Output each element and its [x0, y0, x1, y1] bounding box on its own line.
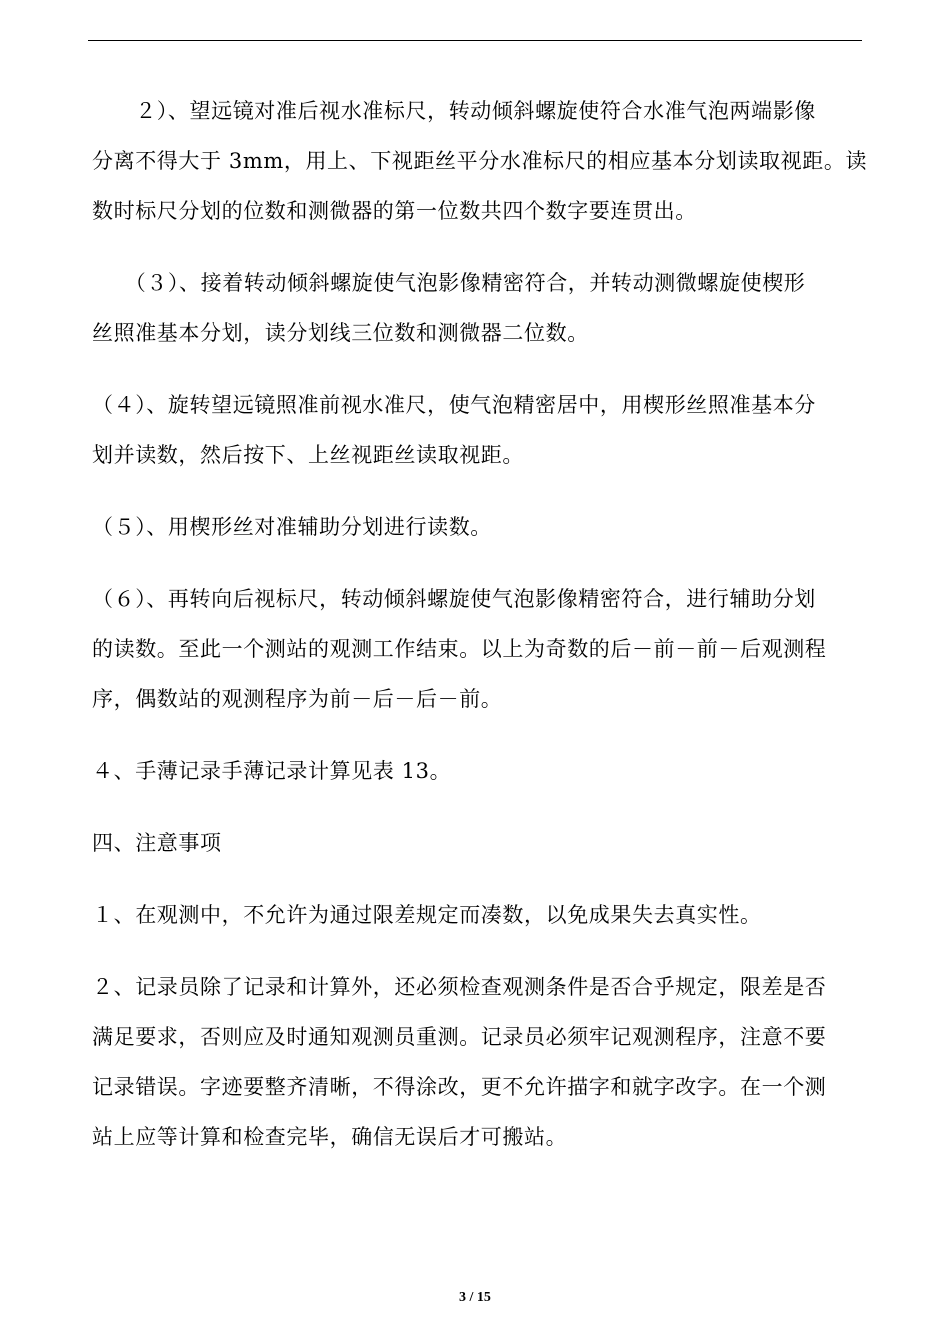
paragraph-step-6	[92, 574, 860, 724]
paragraph-line: ４、手薄记录手薄记录计算见表 13。	[92, 759, 452, 783]
paragraph-line: 分离不得大于 3mm，用上、下视距丝平分水准标尺的相应基本分划读取视距。读	[92, 149, 868, 173]
paragraph-line: ２）、望远镜对准后视水准标尺，转动倾斜螺旋使符合水准气泡两端影像	[92, 99, 816, 123]
paragraph-line: ２、记录员除了记录和计算外，还必须检查观测条件是否合乎规定，限差是否	[92, 975, 827, 999]
paragraph-line: 划并读数，然后按下、上丝视距丝读取视距。	[92, 443, 524, 467]
page-number: 3 / 15	[459, 1290, 491, 1305]
paragraph-step-4	[92, 380, 860, 480]
section-heading-text: 四、注意事项	[92, 831, 222, 855]
paragraph-line: （３）、接着转动倾斜螺旋使气泡影像精密符合，并转动测微螺旋使楔形	[92, 271, 806, 295]
paragraph-step-5	[92, 502, 860, 552]
paragraph-step-3	[92, 258, 860, 358]
paragraph-line: 站上应等计算和检查完毕，确信无误后才可搬站。	[92, 1125, 568, 1149]
paragraph-line: 记录错误。字迹要整齐清晰，不得涂改，更不允许描字和就字改字。在一个测	[92, 1075, 827, 1099]
paragraph-line: 的读数。至此一个测站的观测工作结束。以上为奇数的后－前－前－后观测程	[92, 637, 827, 661]
paragraph-line: 丝照准基本分划，读分划线三位数和测微器二位数。	[92, 321, 589, 345]
paragraph-item-4	[92, 746, 860, 796]
paragraph-note-2	[92, 962, 860, 1162]
paragraph-line: 数时标尺分划的位数和测微器的第一位数共四个数字要连贯出。	[92, 199, 697, 223]
paragraph-line: （５）、用楔形丝对准辅助分划进行读数。	[92, 515, 492, 539]
paragraph-line: １、在观测中，不允许为通过限差规定而凑数，以免成果失去真实性。	[92, 903, 762, 927]
paragraph-line: （４）、旋转望远镜照准前视水准尺，使气泡精密居中，用楔形丝照准基本分	[92, 393, 816, 417]
paragraph-step-2	[92, 86, 868, 236]
paragraph-note-1	[92, 890, 860, 940]
paragraph-line: 满足要求，否则应及时通知观测员重测。记录员必须牢记观测程序，注意不要	[92, 1025, 827, 1049]
header-rule	[88, 40, 862, 41]
paragraph-line: 序，偶数站的观测程序为前－后－后－前。	[92, 687, 503, 711]
section-heading	[92, 818, 860, 868]
paragraph-line: （６）、再转向后视标尺，转动倾斜螺旋使气泡影像精密符合，进行辅助分划	[92, 587, 816, 611]
